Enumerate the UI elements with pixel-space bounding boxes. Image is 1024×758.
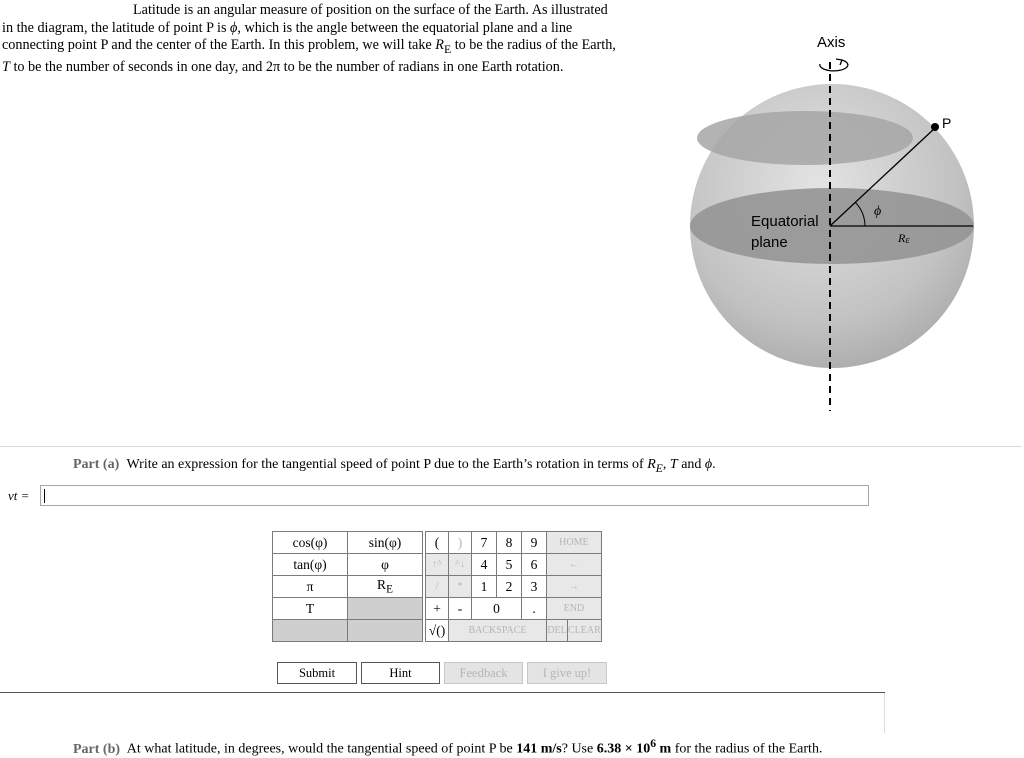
hint-button[interactable]: Hint xyxy=(361,662,440,684)
empty-key xyxy=(273,620,348,642)
key-pi[interactable]: π xyxy=(273,576,348,598)
earth-latitude-diagram xyxy=(680,26,990,416)
equatorial-label-line2: plane xyxy=(751,234,788,251)
equatorial-label-line1: Equatorial xyxy=(751,213,819,230)
key-dot[interactable]: . xyxy=(522,598,547,620)
key-down[interactable]: ^↓ xyxy=(449,554,472,576)
latitude-circle xyxy=(697,111,913,165)
key-phi[interactable]: φ xyxy=(348,554,423,576)
key-sin[interactable]: sin(φ) xyxy=(348,532,423,554)
function-keypad xyxy=(272,531,423,642)
key-3[interactable]: 3 xyxy=(522,576,547,598)
submit-button[interactable]: Submit xyxy=(277,662,357,684)
key-8[interactable]: 8 xyxy=(497,532,522,554)
empty-key xyxy=(348,598,423,620)
key-t[interactable]: T xyxy=(273,598,348,620)
axis-label: Axis xyxy=(817,34,846,51)
key-6[interactable]: 6 xyxy=(522,554,547,576)
number-keypad xyxy=(425,531,602,642)
point-p-marker xyxy=(931,123,939,131)
key-1[interactable]: 1 xyxy=(472,576,497,598)
key-lparen[interactable]: ( xyxy=(426,532,449,554)
key-7[interactable]: 7 xyxy=(472,532,497,554)
key-rparen[interactable]: ) xyxy=(449,532,472,554)
key-right-arrow[interactable]: → xyxy=(547,576,602,598)
key-end[interactable]: END xyxy=(547,598,602,620)
key-cos[interactable]: cos(φ) xyxy=(273,532,348,554)
answer-input[interactable] xyxy=(40,485,869,506)
key-minus[interactable]: - xyxy=(449,598,472,620)
empty-key xyxy=(348,620,423,642)
rotation-arrow-icon xyxy=(820,60,848,71)
point-p-label: P xyxy=(942,115,952,131)
key-2[interactable]: 2 xyxy=(497,576,522,598)
key-divide[interactable]: / xyxy=(426,576,449,598)
part-b-question: Part (b) At what latitude, in degrees, would the tangential speed of point P be 141 m/s? Use $6.38 \times 10^6$ m for the radius of the Earth. xyxy=(73,737,823,757)
key-up[interactable]: ↑^ xyxy=(426,554,449,576)
answer-label: vt = xyxy=(8,488,30,503)
key-left-arrow[interactable]: ← xyxy=(547,554,602,576)
part-divider xyxy=(0,692,885,693)
key-sqrt[interactable]: √() xyxy=(426,620,449,642)
key-multiply[interactable]: * xyxy=(449,576,472,598)
key-re[interactable]: $R_E$ xyxy=(348,576,423,598)
key-home[interactable]: HOME xyxy=(547,532,602,554)
key-4[interactable]: 4 xyxy=(472,554,497,576)
feedback-button[interactable]: Feedback xyxy=(444,662,523,684)
give-up-button[interactable]: I give up! xyxy=(527,662,607,684)
key-5[interactable]: 5 xyxy=(497,554,522,576)
radius-label: RE xyxy=(898,231,910,245)
angle-label: ϕ xyxy=(874,204,882,219)
key-0[interactable]: 0 xyxy=(472,598,522,620)
key-backspace[interactable]: BACKSPACE xyxy=(449,620,547,642)
key-tan[interactable]: tan(φ) xyxy=(273,554,348,576)
problem-intro: Latitude is an angular measure of position on the surface of the Earth. As illustrated in the diagram, the latitude of point P is ϕ, which is the angle between the equatorial plane and a line connecting point P and the center of the Earth. In this problem, we will take $R_E$ to be the radius of the Earth, T to be the number of seconds in one day, and 2π to be the number of radians in one Earth rotation. xyxy=(2,2,616,75)
key-clear[interactable]: CLEAR xyxy=(568,620,602,642)
key-plus[interactable]: + xyxy=(426,598,449,620)
key-del[interactable]: DEL xyxy=(547,620,568,642)
section-divider xyxy=(0,446,1022,447)
part-a-question: Part (a) Write an expression for the tangential speed of point P due to the Earth’s rotation in terms of $R_E$, T and ϕ. xyxy=(73,457,716,475)
panel-border xyxy=(884,693,885,733)
key-9[interactable]: 9 xyxy=(522,532,547,554)
